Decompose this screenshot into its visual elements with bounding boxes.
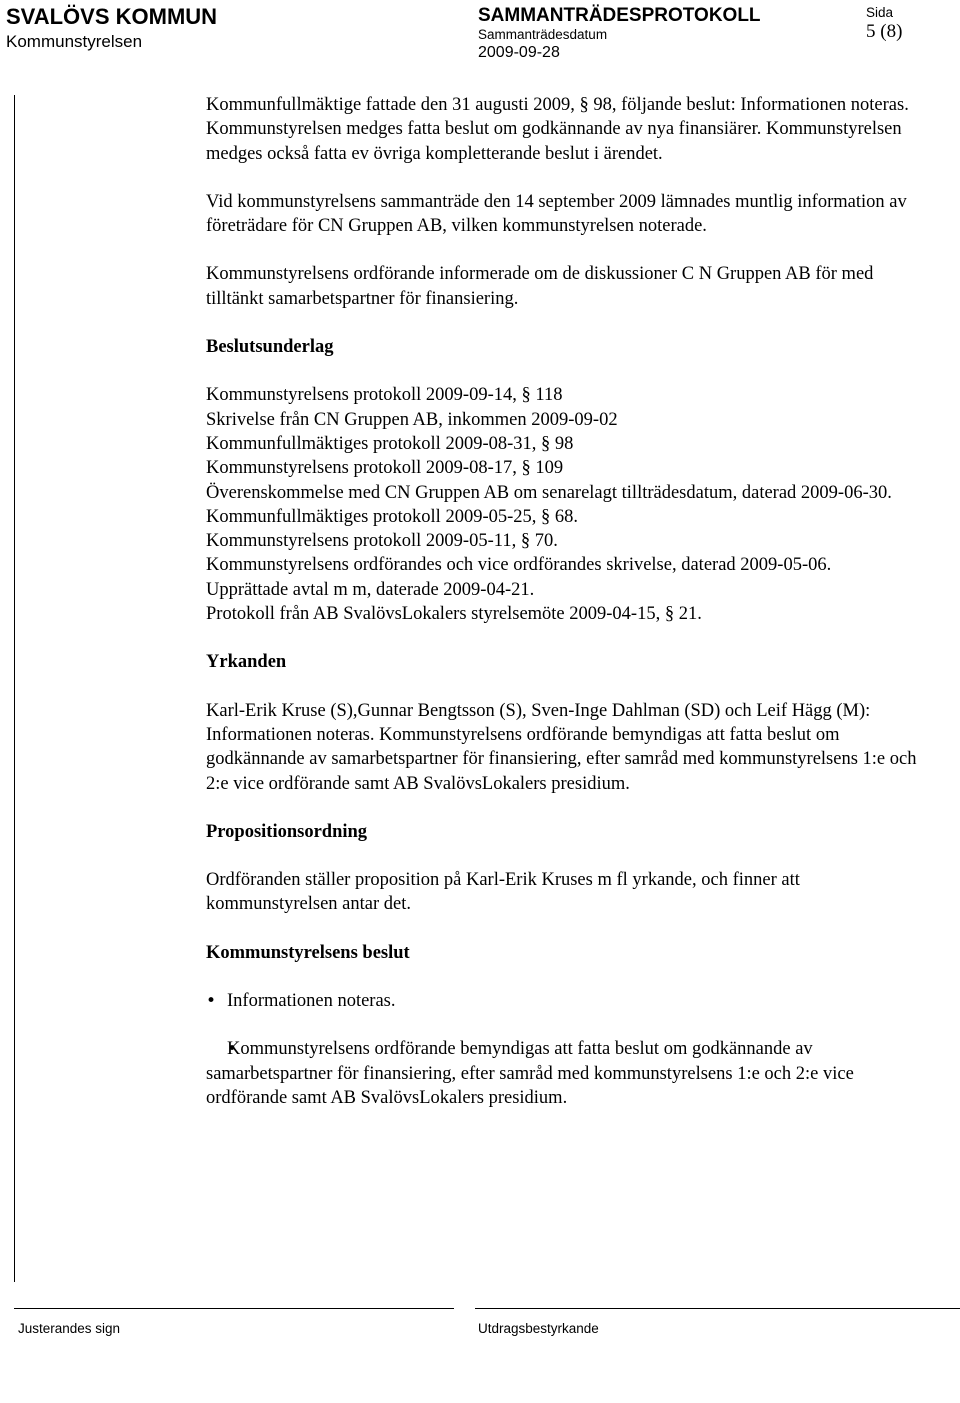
footer-rule-left xyxy=(14,1308,454,1309)
left-margin-rule xyxy=(14,95,15,1282)
paragraph-proposition: Ordföranden ställer proposition på Karl-Erik Kruses m fl yrkande, och finner att kommunstyrelsen antar det. xyxy=(206,870,800,915)
list-item: Upprättade avtal m m, daterade 2009-04-21. xyxy=(206,579,535,600)
meeting-date: 2009-09-28 xyxy=(478,44,560,61)
document-title: SAMMANTRÄDESPROTOKOLL xyxy=(478,5,761,26)
decision-item: • Informationen noteras. xyxy=(206,989,926,1013)
list-item: Kommunstyrelsens protokoll 2009-09-14, § 118 xyxy=(206,385,563,406)
list-item: Kommunstyrelsens ordförandes och vice ordförandes skrivelse, daterad 2009-05-06. xyxy=(206,555,832,576)
heading-beslutsunderlag: Beslutsunderlag xyxy=(206,337,334,358)
signature-label: Justerandes sign xyxy=(18,1321,121,1336)
paragraph-chair-info: Kommunstyrelsens ordförande informerade om de diskussioner C N Gruppen AB för med tilltänkt samarbetspartner för finansiering. xyxy=(206,264,874,309)
list-item: Överenskommelse med CN Gruppen AB om senarelagt tillträdesdatum, daterad 2009-06-30. xyxy=(206,482,892,503)
list-item: Skrivelse från CN Gruppen AB, inkommen 2009-09-02 xyxy=(206,409,618,430)
extract-certification-label: Utdragsbestyrkande xyxy=(478,1321,599,1336)
paragraph-yrkanden: Karl-Erik Kruse (S),Gunnar Bengtsson (S), Sven-Inge Dahlman (SD) och Leif Hägg (M): Informationen noteras. Kommunstyrelsens ordförande bemyndigas att fatta beslut om godkännande av samarbetspartner för finansiering, efter samråd med kommunstyrelsens 1:e och 2:e vice ordförande samt AB SvalövsLokalers presidium. xyxy=(206,700,917,794)
list-item: Kommunstyrelsens protokoll 2009-05-11, § 70. xyxy=(206,531,558,552)
list-item: Kommunfullmäktiges protokoll 2009-05-25, § 68. xyxy=(206,506,579,527)
heading-beslut: Kommunstyrelsens beslut xyxy=(206,942,410,963)
protocol-body xyxy=(206,93,926,1110)
page-label: Sida xyxy=(866,5,894,20)
page-number: 5 (8) xyxy=(866,21,903,42)
decision-item: • Kommunstyrelsens ordförande bemyndigas att fatta beslut om godkännande av samarbetspartner för finansiering, efter samråd med kommunstyrelsens 1:e och 2:e vice ordförande samt AB SvalövsLokalers presidium. xyxy=(206,1037,926,1110)
footer-rule-right xyxy=(475,1308,960,1309)
paragraph-background: Kommunfullmäktige fattade den 31 augusti 2009, § 98, följande beslut: Informationen noteras. Kommunstyrelsen medges fatta beslut om godkännande av nya finansiärer. Kommunstyrelsen medges också fatta ev övriga kompletterande beslut i ärendet. xyxy=(206,95,909,164)
department: Kommunstyrelsen xyxy=(6,32,143,51)
heading-propositionsordning: Propositionsordning xyxy=(206,821,368,842)
date-label: Sammanträdesdatum xyxy=(478,27,608,42)
org-name: SVALÖVS KOMMUN xyxy=(6,4,218,29)
list-item: Protokoll från AB SvalövsLokalers styrelsemöte 2009-04-15, § 21. xyxy=(206,604,702,625)
paragraph-meeting-info: Vid kommunstyrelsens sammanträde den 14 september 2009 lämnades muntlig information av företrädare för CN Gruppen AB, vilken kommunstyrelsen noterade. xyxy=(206,191,907,237)
list-item: Kommunfullmäktiges protokoll 2009-08-31, § 98 xyxy=(206,433,574,454)
heading-yrkanden: Yrkanden xyxy=(206,652,287,673)
underlag-list xyxy=(206,383,926,626)
list-item: Kommunstyrelsens protokoll 2009-08-17, § 109 xyxy=(206,458,564,479)
